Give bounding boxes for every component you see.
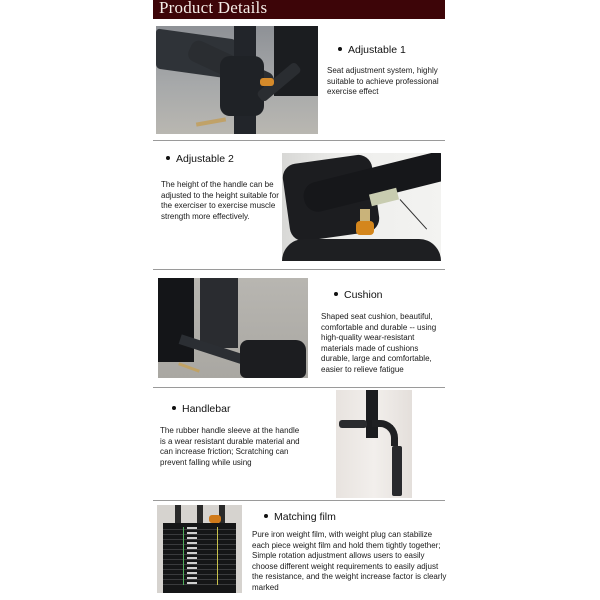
feature-title-text: Adjustable 2 [176, 153, 234, 165]
section-divider [153, 269, 445, 270]
section-divider [153, 500, 445, 501]
pop-pin-icon [356, 221, 374, 235]
handlebar-photo [336, 390, 412, 498]
bullet-icon [166, 156, 170, 160]
bullet-icon [264, 514, 268, 518]
bullet-icon [172, 406, 176, 410]
weight-pin-icon [209, 515, 221, 523]
adjustment-knob-icon [260, 78, 274, 86]
section-divider [153, 140, 445, 141]
product-details-header [153, 0, 445, 19]
section-divider [153, 387, 445, 388]
feature-title-matching-film [264, 511, 336, 523]
feature-title-handlebar [172, 403, 230, 415]
feature-title-adjustable-1 [338, 44, 406, 56]
feature-title-text: Handlebar [182, 403, 231, 415]
weight-stack-photo [157, 505, 242, 593]
seat-adjustment-photo [156, 26, 318, 134]
feature-description-adjustable-2: The height of the handle can be adjusted to the height suitable for the exerciser to exercise muscle strength more effectively. [161, 180, 279, 221]
page-title: Product Details [159, 0, 268, 17]
feature-title-text: Cushion [344, 289, 383, 301]
feature-title-cushion [334, 289, 383, 301]
bullet-icon [338, 47, 342, 51]
feature-description-cushion: Shaped seat cushion, beautiful, comfortable and durable -- using high-quality wear-resistant materials made of cushions durable, large and comfortable, easier to relieve fatigue [321, 312, 437, 374]
cushion-photo [158, 278, 308, 378]
feature-title-adjustable-2 [166, 153, 234, 165]
handle-adjustment-photo [282, 153, 441, 261]
feature-title-text: Matching film [274, 511, 336, 523]
feature-title-text: Adjustable 1 [348, 44, 406, 56]
feature-description-adjustable-1: Seat adjustment system, highly suitable to achieve professional exercise effect [327, 66, 439, 97]
bullet-icon [334, 292, 338, 296]
feature-description-matching-film: Pure iron weight film, with weight plug can stabilize each piece weight film and hold them tightly together; Simple rotation adjustment allows users to easily choose different weight requirements to easily adjust the resistance, and the weight increase factor is clearly marked [252, 530, 447, 592]
feature-description-handlebar: The rubber handle sleeve at the handle is a wear resistant durable material and can increase friction; Scratching can prevent falling while using [160, 426, 300, 467]
